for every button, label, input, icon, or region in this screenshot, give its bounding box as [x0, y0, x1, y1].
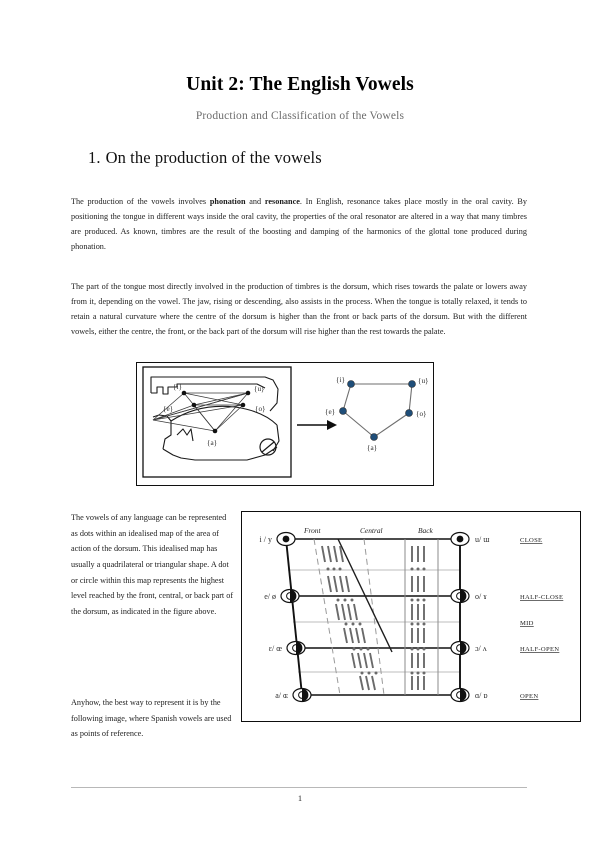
- footer-divider: [71, 787, 527, 788]
- marker-e: [281, 590, 299, 603]
- abs-label-a: {a}: [367, 444, 378, 452]
- page-title: Unit 2: The English Vowels: [186, 74, 414, 95]
- left-label-half-open: ɛ/ œ: [268, 644, 282, 653]
- blue-dot-u: [409, 381, 416, 388]
- dot-u: [246, 391, 251, 396]
- page-number: 1: [297, 793, 303, 803]
- term-phonation: phonation: [209, 197, 246, 207]
- paragraph-spanish-reference: Anyhow, the best way to represent it is by the following image, where Spanish vowels are used as points of reference.: [71, 698, 232, 739]
- paragraph-production: [71, 194, 527, 254]
- marker-epsilon: [287, 642, 305, 655]
- header-central: Central: [360, 526, 383, 535]
- para1-seg2: and: [245, 197, 265, 207]
- blue-dot-i: [348, 381, 355, 388]
- vowel-chart-svg: [242, 512, 577, 718]
- marker-a: [293, 689, 311, 702]
- left-label-open: a/ ɶ: [275, 691, 288, 700]
- figure-vowel-chart: [241, 511, 581, 722]
- right-label-half-close: o/ ɤ: [475, 592, 487, 601]
- label-e: {e}: [163, 405, 174, 413]
- label-a: {a}: [207, 439, 218, 447]
- figure-sagittal-vowel-diagram: [136, 362, 434, 486]
- level-half-close: HALF-CLOSE: [520, 594, 564, 601]
- dot-e: [192, 403, 197, 408]
- term-resonance: resonance: [264, 197, 300, 207]
- figure-sagittal-svg: [137, 363, 430, 482]
- dot-a: [213, 429, 218, 434]
- left-label-close: i / y: [259, 535, 272, 544]
- right-label-half-open: ɔ/ ʌ: [475, 644, 487, 653]
- abs-label-e: {e}: [325, 408, 336, 416]
- blue-dot-o: [406, 410, 413, 417]
- marker-o: [451, 590, 469, 603]
- abs-label-o: {o}: [416, 410, 427, 418]
- level-half-open: HALF-OPEN: [520, 646, 560, 653]
- section-title: On the production of the vowels: [105, 148, 322, 167]
- right-label-close: u/ ɯ: [475, 535, 490, 544]
- dot-o: [241, 403, 246, 408]
- section-number: 1.: [88, 148, 101, 167]
- para1-seg1: The production of the vowels involves: [71, 197, 210, 207]
- abs-label-i: {i}: [336, 376, 345, 384]
- paragraph-dorsum: The part of the tongue most directly involved in the production of timbres is the dorsum, which rises towards the palate or lowers away from it, depending on the vowel. The jaw, rising or descending, also assists in the process. When the tongue is totally relaxed, it tends to retain a natural curvature where the centre of the dorsum is higher than the front or back parts of the dorsum. But with the different vowels, either the centre, the front, or the back part of the dorsum will rise higher than the rest towards the palate.: [71, 282, 527, 337]
- level-open: OPEN: [520, 693, 539, 700]
- section-heading: [88, 148, 322, 168]
- marker-u: [451, 533, 469, 546]
- left-label-half-close: e/ ø: [264, 592, 276, 601]
- label-i: {i}: [173, 383, 182, 391]
- paragraph-idealised-map: The vowels of any language can be represented as dots within an idealised map of the area of action of the dorsum. This idealised map has usually a quadrilateral or triangular shape. A dot or circle within this map represents the highest level reached by the front, central, or back part of the dorsum, as indicated in the figure above.: [71, 513, 234, 616]
- label-u: {u}: [254, 385, 265, 393]
- header-back: Back: [418, 526, 433, 535]
- para1-seg3: . In English, resonance takes place mostly in the oral cavity. By positioning the tongue in different ways inside the oral cavity, the properties of the oral resonator are altered in a way that many timbres are produced. As known, timbres are the result of the boosting and damping of the harmonics of the glottal tone produced during phonation.: [71, 197, 527, 252]
- level-close: CLOSE: [520, 537, 543, 544]
- marker-i: [277, 533, 295, 546]
- level-mid: MID: [520, 620, 534, 627]
- blue-dot-e: [340, 408, 347, 415]
- header-front: Front: [304, 526, 321, 535]
- marker-open-o: [451, 642, 469, 655]
- abs-label-u: {u}: [418, 377, 429, 385]
- blue-dot-a: [371, 434, 378, 441]
- marker-script-a: [451, 689, 469, 702]
- right-label-open: ɑ/ ɒ: [475, 691, 488, 700]
- label-o: {o}: [255, 405, 266, 413]
- page-subtitle: Production and Classification of the Vowels: [195, 110, 405, 122]
- dot-i: [182, 391, 187, 396]
